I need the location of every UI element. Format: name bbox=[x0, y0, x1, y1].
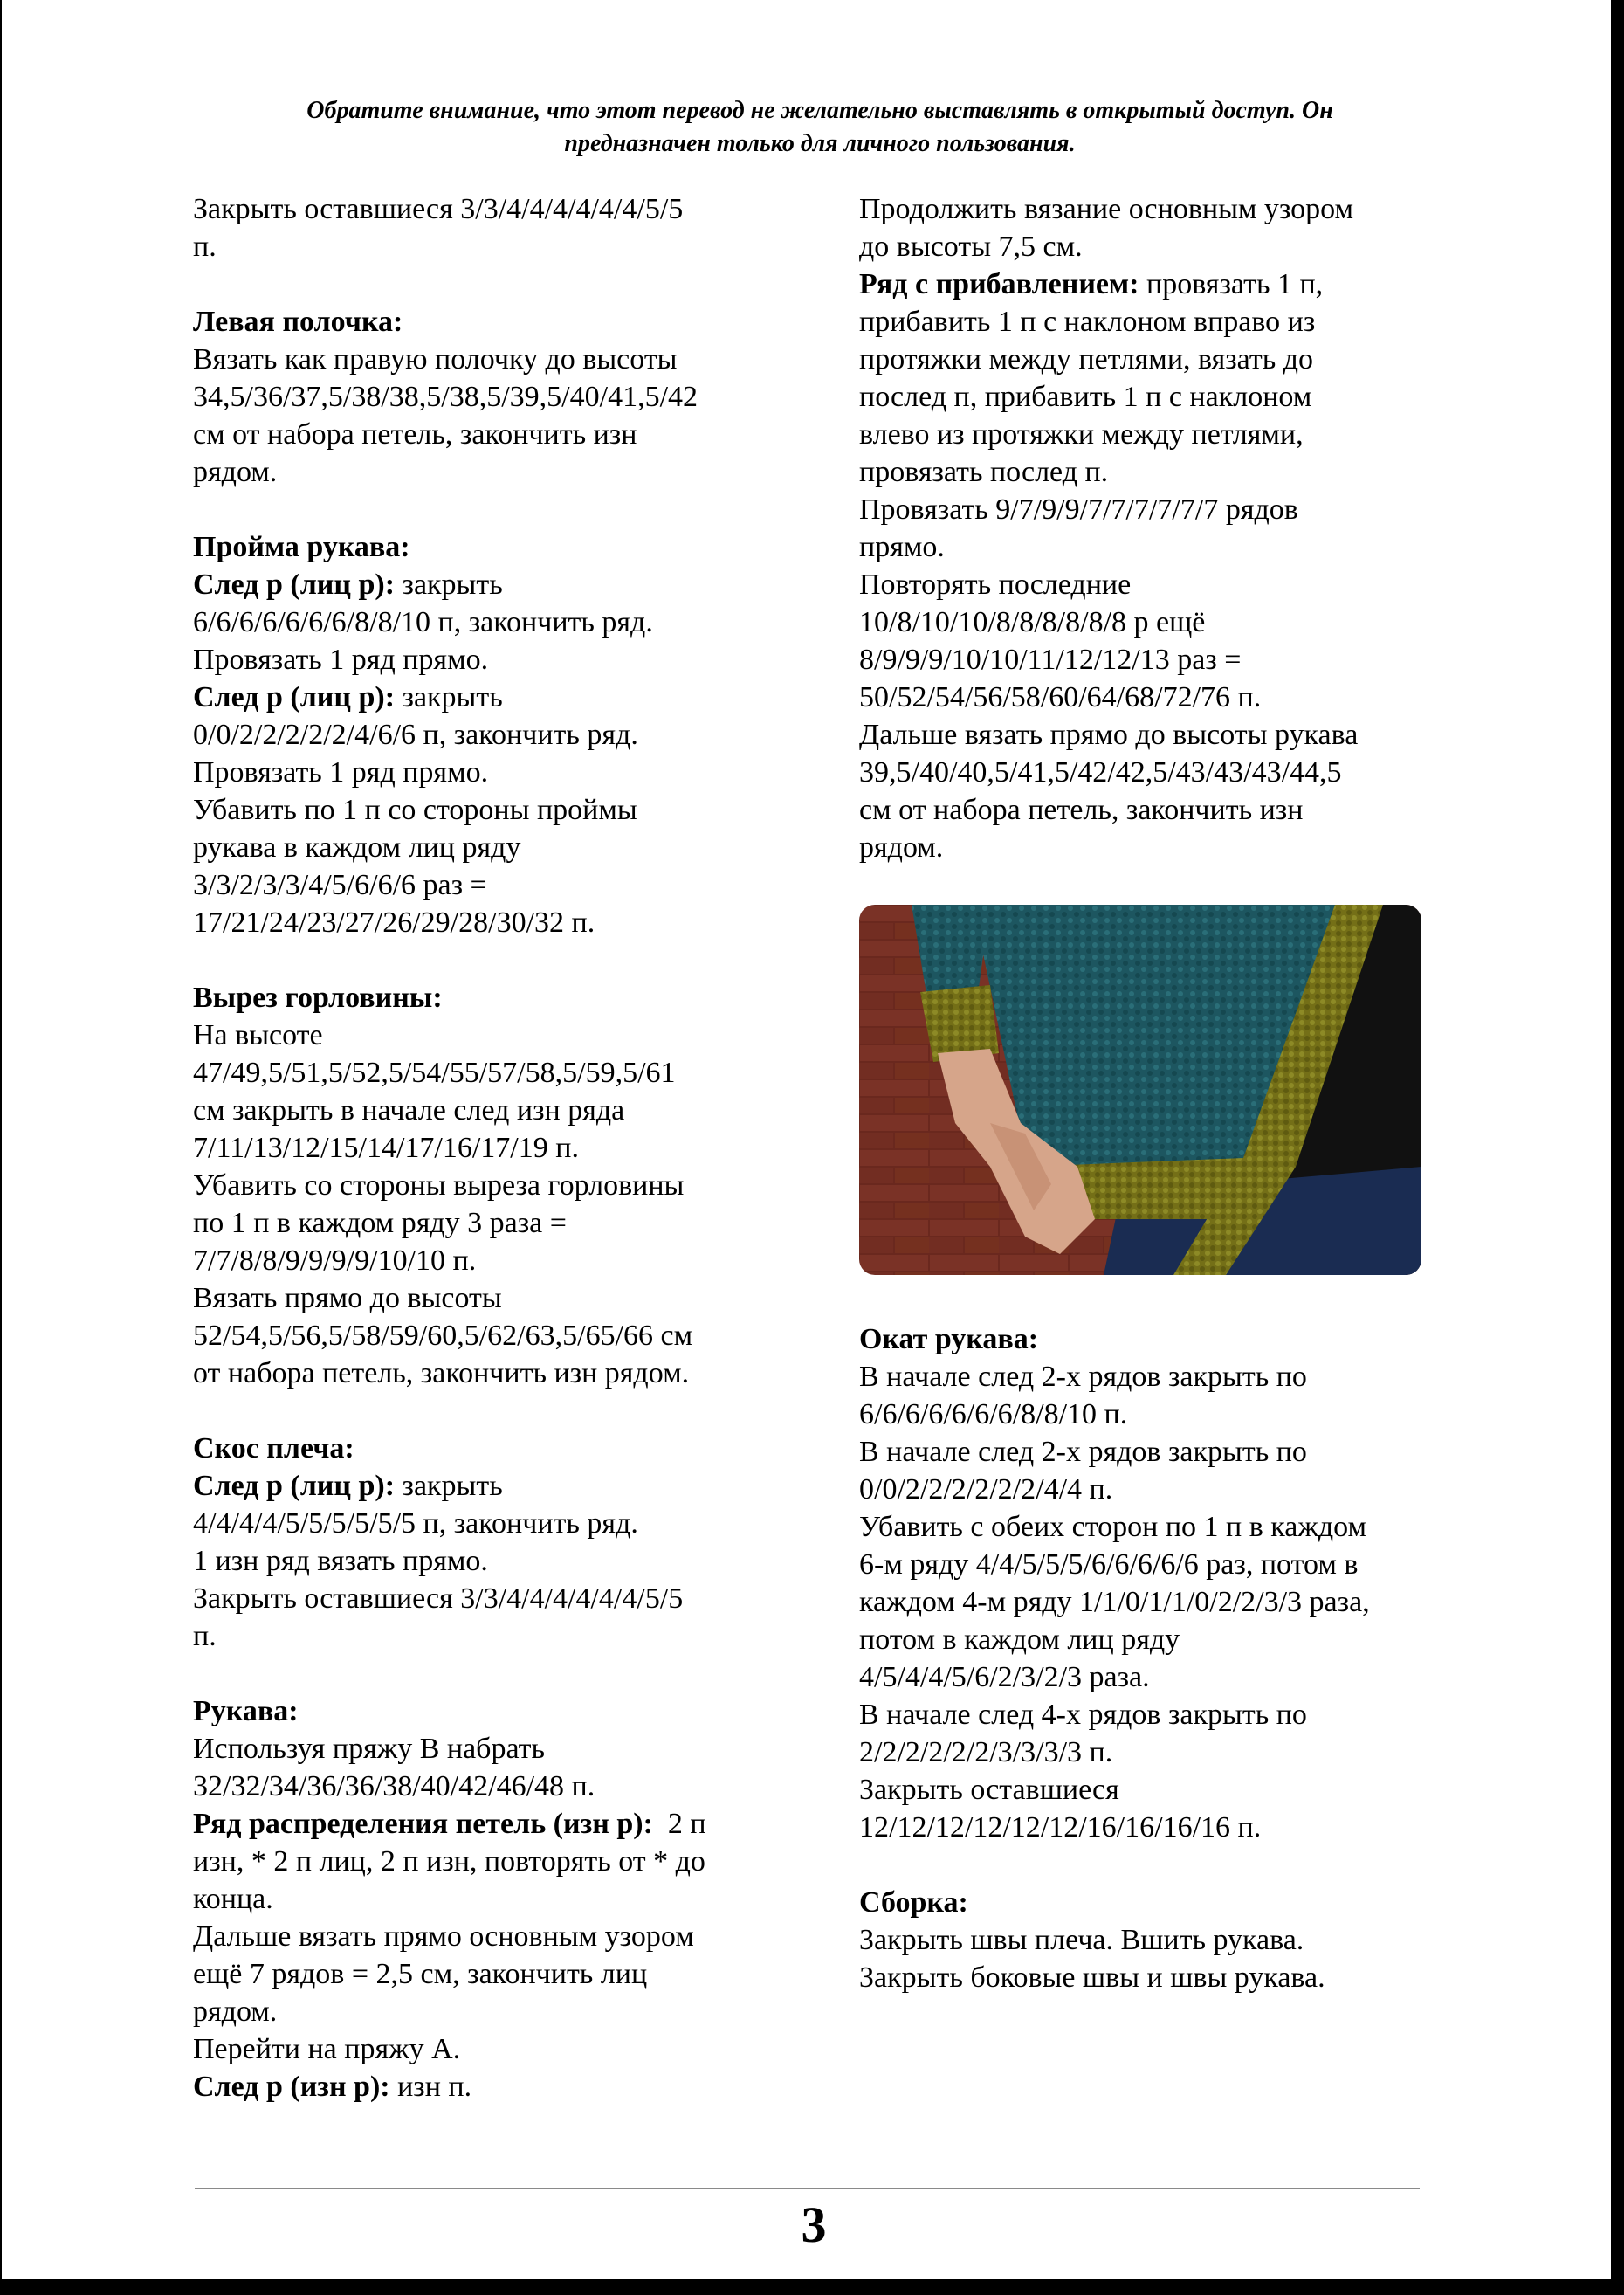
footer-divider bbox=[195, 2188, 1420, 2189]
text-line: Закрыть оставшиеся 3/3/4/4/4/4/4/4/5/5 bbox=[193, 1582, 684, 1615]
text-line: рядом. bbox=[193, 1995, 278, 2028]
heading-sleeves: Рукава: bbox=[193, 1695, 299, 1727]
text-line: 50/52/54/56/58/60/64/68/72/76 п. bbox=[859, 681, 1262, 713]
text-line: 6/6/6/6/6/6/6/8/8/10 п, закончить ряд. bbox=[193, 606, 653, 638]
page-number: 3 bbox=[801, 2196, 827, 2253]
text-line: рядом. bbox=[193, 456, 278, 488]
row-text: закрыть bbox=[395, 681, 503, 713]
text-line: рукава в каждом лиц ряду bbox=[193, 831, 521, 864]
text-line: 4/5/4/4/5/6/2/3/2/3 раза. bbox=[859, 1661, 1150, 1693]
text-line: влево из протяжки между петлями, bbox=[859, 418, 1304, 451]
left-column bbox=[193, 190, 787, 2105]
text-line: до высоты 7,5 см. bbox=[859, 231, 1083, 263]
row-label: След р (лиц р): bbox=[193, 569, 396, 601]
text-line bbox=[193, 2068, 787, 2105]
text-line: 32/32/34/36/36/38/40/42/46/48 п. bbox=[193, 1770, 595, 1802]
text-line: п. bbox=[193, 1620, 217, 1652]
row-text: провязать 1 п, bbox=[1139, 268, 1324, 300]
text-line: Провязать 1 ряд прямо. bbox=[193, 644, 489, 676]
text-line: см от набора петель, закончить изн bbox=[193, 418, 637, 451]
heading-neckline: Вырез горловины: bbox=[193, 982, 443, 1014]
row-text: 2 п bbox=[652, 1808, 706, 1840]
text-line: На высоте bbox=[193, 1019, 323, 1051]
text-line: Убавить по 1 п со стороны проймы bbox=[193, 794, 637, 826]
text-line: Перейти на пряжу А. bbox=[193, 2033, 461, 2065]
text-line: 12/12/12/12/12/12/16/16/16/16 п. bbox=[859, 1811, 1262, 1844]
text-line: 3/3/2/3/3/4/5/6/6/6 раз = bbox=[193, 869, 487, 901]
row-label: След р (изн р): bbox=[193, 2071, 390, 2103]
text-line: потом в каждом лиц ряду bbox=[859, 1623, 1180, 1656]
text-line: Убавить со стороны выреза горловины bbox=[193, 1169, 685, 1202]
text-line: прямо. bbox=[859, 531, 945, 563]
text-line bbox=[859, 265, 1435, 303]
text-line: протяжки между петлями, вязать до bbox=[859, 343, 1314, 376]
row-text: изн п. bbox=[389, 2071, 472, 2103]
text-line: 10/8/10/10/8/8/8/8/8/8 р ещё bbox=[859, 606, 1206, 638]
text-line: 0/0/2/2/2/2/2/2/4/4 п. bbox=[859, 1473, 1113, 1506]
text-line: рядом. bbox=[859, 831, 944, 864]
text-line: Вязать прямо до высоты bbox=[193, 1282, 502, 1314]
text-line: Повторять последние bbox=[859, 569, 1132, 601]
text-line: конца. bbox=[193, 1883, 273, 1915]
notice-banner bbox=[176, 94, 1463, 161]
row-text: закрыть bbox=[395, 1470, 503, 1502]
notice-line-1: Обратите внимание, что этот перевод не желательно выставлять в открытый доступ. Он bbox=[306, 97, 1333, 124]
text-line: Используя пряжу В набрать bbox=[193, 1733, 546, 1765]
row-label: Ряд распределения петель (изн р): bbox=[193, 1808, 653, 1840]
heading-left-front: Левая полочка: bbox=[193, 306, 403, 338]
text-line: Вязать как правую полочку до высоты bbox=[193, 343, 678, 376]
text-line: см закрыть в начале след изн ряда bbox=[193, 1094, 625, 1127]
text-line: Дальше вязать прямо до высоты рукава bbox=[859, 719, 1359, 751]
text-line: 39,5/40/40,5/41,5/42/42,5/43/43/43/44,5 bbox=[859, 756, 1342, 789]
text-line: 17/21/24/23/27/26/29/28/30/32 п. bbox=[193, 906, 595, 939]
heading-armhole: Пройма рукава: bbox=[193, 531, 410, 563]
photo-illustration bbox=[859, 905, 1421, 1275]
row-label: След р (лиц р): bbox=[193, 1470, 396, 1502]
text-line: 52/54,5/56,5/58/59/60,5/62/63,5/65/66 см bbox=[193, 1320, 693, 1352]
text-line: 1 изн ряд вязать прямо. bbox=[193, 1545, 488, 1577]
text-line: 6/6/6/6/6/6/6/8/8/10 п. bbox=[859, 1398, 1128, 1430]
document-page bbox=[2, 0, 1611, 2279]
text-line bbox=[193, 566, 787, 603]
text-line: 8/9/9/9/10/10/11/12/12/13 раз = bbox=[859, 644, 1242, 676]
text-line: 6-м ряду 4/4/5/5/5/6/6/6/6/6 раз, потом в bbox=[859, 1548, 1359, 1581]
text-line: В начале след 4-х рядов закрыть по bbox=[859, 1699, 1307, 1731]
heading-shoulder: Скос плеча: bbox=[193, 1432, 354, 1465]
heading-sleeve-cap: Окат рукава: bbox=[859, 1323, 1039, 1355]
text-line: Продолжить вязание основным узором bbox=[859, 193, 1354, 225]
text-line: 7/11/13/12/15/14/17/16/17/19 п. bbox=[193, 1132, 579, 1164]
sweater-sleeve-photo bbox=[859, 905, 1421, 1275]
text-line: провязать послед п. bbox=[859, 456, 1109, 488]
text-line: Закрыть боковые швы и швы рукава. bbox=[859, 1961, 1325, 1994]
text-line: 2/2/2/2/2/2/3/3/3/3 п. bbox=[859, 1736, 1113, 1768]
heading-assembly: Сборка: bbox=[859, 1886, 968, 1919]
text-line: каждом 4-м ряду 1/1/0/1/1/0/2/2/3/3 раза, bbox=[859, 1586, 1370, 1618]
text-line bbox=[193, 1467, 787, 1505]
text-line: от набора петель, закончить изн рядом. bbox=[193, 1357, 690, 1389]
text-line: п. bbox=[193, 231, 217, 263]
text-line: Закрыть оставшиеся 3/3/4/4/4/4/4/4/5/5 bbox=[193, 193, 684, 225]
text-line: послед п, прибавить 1 п с наклоном bbox=[859, 381, 1312, 413]
text-line: Закрыть швы плеча. Вшить рукава. bbox=[859, 1924, 1304, 1956]
text-line: см от набора петель, закончить изн bbox=[859, 794, 1304, 826]
text-line bbox=[193, 679, 787, 716]
text-line: В начале след 2-х рядов закрыть по bbox=[859, 1436, 1307, 1468]
notice-line-2: предназначен только для личного пользования. bbox=[564, 130, 1076, 157]
text-line: Провязать 1 ряд прямо. bbox=[193, 756, 489, 789]
text-line: по 1 п в каждом ряду 3 раза = bbox=[193, 1207, 567, 1239]
text-line: Закрыть оставшиеся bbox=[859, 1774, 1119, 1806]
text-line: прибавить 1 п с наклоном вправо из bbox=[859, 306, 1316, 338]
text-line bbox=[193, 1805, 787, 1843]
row-text: закрыть bbox=[395, 569, 503, 601]
text-line: 7/7/8/8/9/9/9/9/10/10 п. bbox=[193, 1244, 477, 1277]
text-line: 4/4/4/4/5/5/5/5/5/5 п, закончить ряд. bbox=[193, 1507, 638, 1540]
text-line: Дальше вязать прямо основным узором bbox=[193, 1920, 694, 1953]
text-line: 0/0/2/2/2/2/2/4/6/6 п, закончить ряд. bbox=[193, 719, 638, 751]
text-line: Убавить с обеих сторон по 1 п в каждом bbox=[859, 1511, 1367, 1543]
text-line: изн, * 2 п лиц, 2 п изн, повторять от * до bbox=[193, 1845, 705, 1878]
text-line: Провязать 9/7/9/9/7/7/7/7/7/7 рядов bbox=[859, 493, 1298, 526]
row-label: След р (лиц р): bbox=[193, 681, 396, 713]
text-line: ещё 7 рядов = 2,5 см, закончить лиц bbox=[193, 1958, 648, 1990]
text-line: 47/49,5/51,5/52,5/54/55/57/58,5/59,5/61 bbox=[193, 1057, 676, 1089]
row-label: Ряд с прибавлением: bbox=[859, 268, 1139, 300]
text-line: В начале след 2-х рядов закрыть по bbox=[859, 1361, 1307, 1393]
text-line: 34,5/36/37,5/38/38,5/38,5/39,5/40/41,5/42 bbox=[193, 381, 698, 413]
